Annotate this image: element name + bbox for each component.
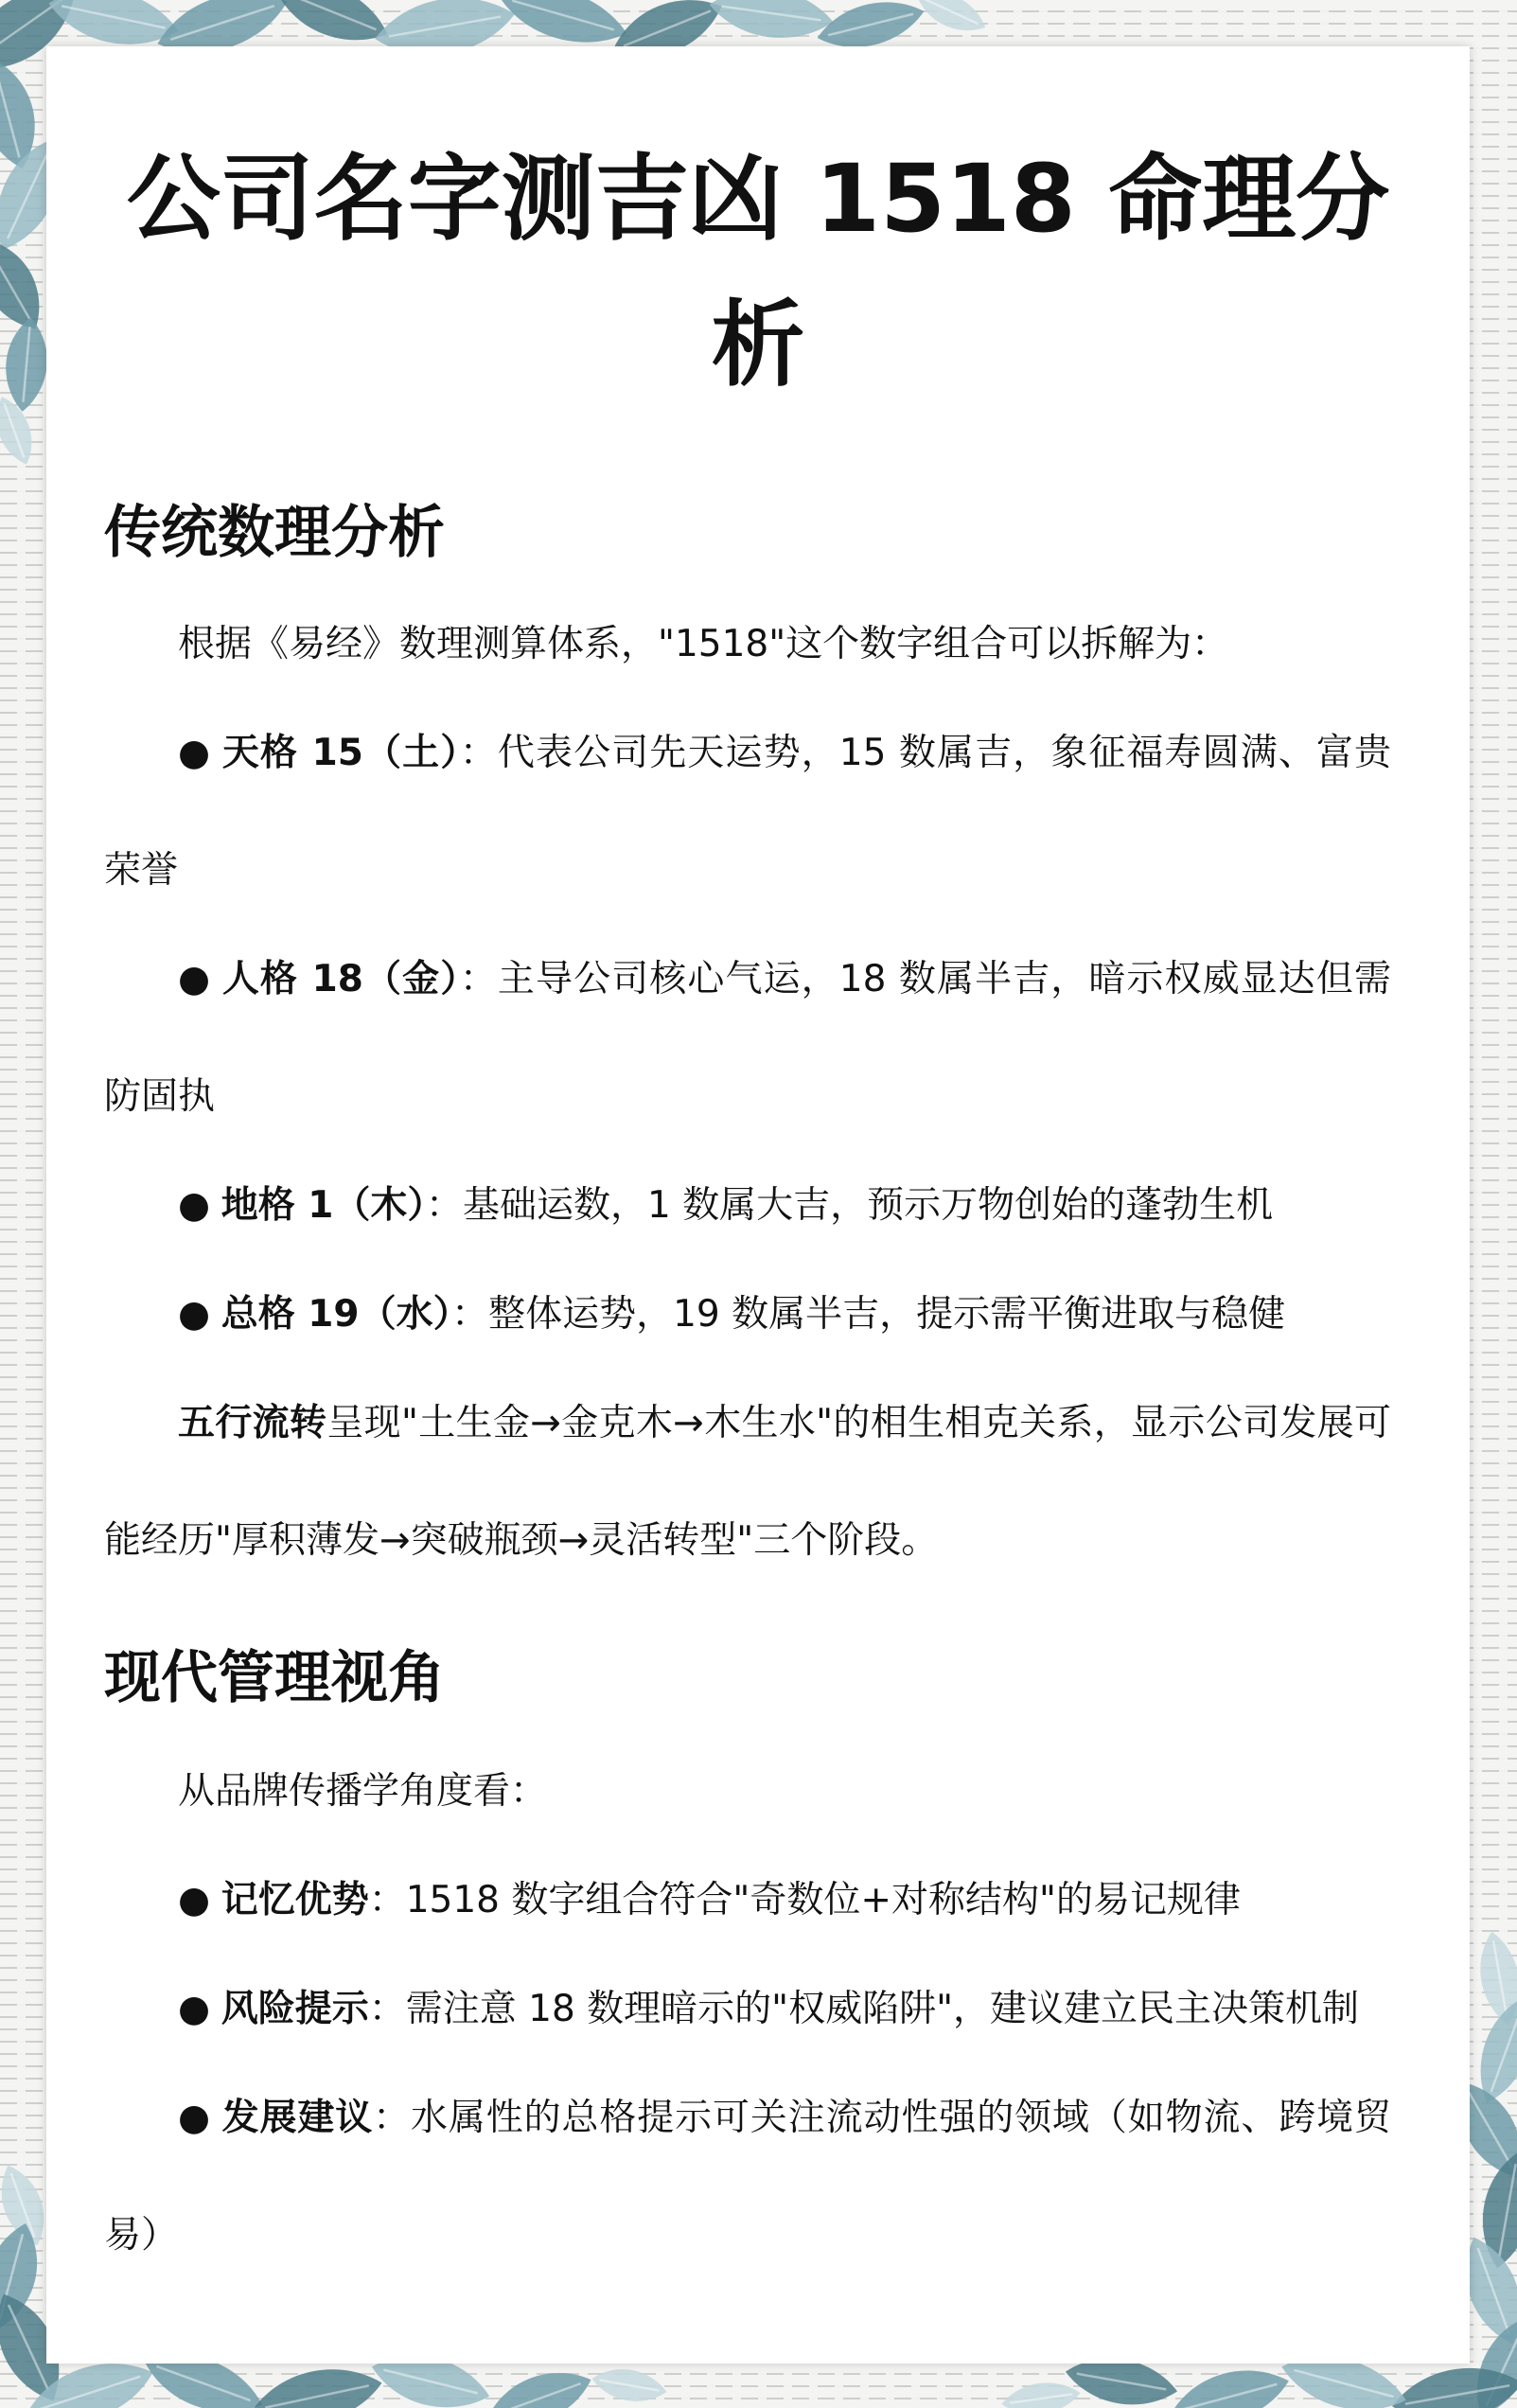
list-item (104, 1256, 1391, 1373)
item-term: 发展建议 (221, 2097, 374, 2139)
article-card (46, 46, 1470, 2364)
section-heading: 现代管理视角 (104, 1645, 445, 1711)
item-term: 风险提示 (220, 1988, 369, 2030)
bullet-icon: ● (178, 1988, 211, 2030)
list-item (104, 921, 1391, 1156)
list-item (104, 1842, 1391, 1959)
list-item (104, 1951, 1391, 2068)
section-intro: 从品牌传播学角度看： (178, 1770, 548, 1813)
item-text: ：整体运势，19 数属半吉，提示需平衡进取与稳健 (451, 1293, 1286, 1336)
section-traditional-numerology (104, 418, 1391, 1600)
list-item (104, 2060, 1391, 2294)
item-text: ：代表公司先天运势，15 数属吉，象征福寿圆满、富贵荣誉 (104, 732, 1391, 892)
item-text: ：1518 数字组合符合"奇数位+对称结构"的易记规律 (368, 1879, 1241, 1921)
leaf-decoration (480, 2359, 598, 2408)
item-term: 五行流转 (178, 1402, 327, 1444)
leaf-shape (1166, 2358, 1296, 2408)
leaf-decoration (2, 315, 51, 413)
item-term: 记忆优势 (220, 1879, 369, 1921)
leaf-decoration (706, 0, 837, 45)
item-text: ：需注意 18 数理暗示的"权威陷阱"，建议建立民主决策机制 (368, 1988, 1360, 2030)
item-text: ：水属性的总格提示可关注流动性强的领域（如物流、跨境贸易） (104, 2097, 1391, 2257)
section-modern-management (104, 1600, 1391, 2294)
leaf-shape (910, 0, 992, 42)
item-text: ：基础运数，1 数属大吉，预示万物创始的蓬勃生机 (425, 1184, 1274, 1227)
section-intro: 根据《易经》数理测算体系，"1518"这个数字组合可以拆解为： (178, 623, 1229, 665)
bullet-icon: ● (178, 1293, 211, 1336)
leaf-decoration (999, 2378, 1083, 2408)
bullet-icon: ● (178, 732, 212, 774)
leaf-shape (247, 2358, 387, 2408)
leaf-decoration (590, 2364, 669, 2407)
leaf-decoration (910, 0, 992, 42)
item-term: 地格 1（木） (220, 1184, 426, 1227)
item-term: 人格 18（金） (221, 958, 460, 1000)
item-text: ：主导公司核心气运，18 数属半吉，暗示权威显达但需防固执 (104, 958, 1391, 1118)
leaf-shape (480, 2359, 598, 2408)
list-item (104, 695, 1391, 930)
bullet-icon: ● (178, 958, 212, 1000)
leaf-decoration (1166, 2358, 1296, 2408)
item-term: 总格 19（水） (220, 1293, 452, 1336)
five-elements-paragraph (104, 1365, 1391, 1600)
item-text: 呈现"土生金→金克木→木生水"的相生相克关系，显示公司发展可能经历"厚积薄发→突破瓶颈→灵活转型"三个阶段。 (104, 1402, 1391, 1562)
bullet-icon: ● (178, 1879, 211, 1921)
item-term: 天格 15（土） (221, 732, 460, 774)
section-heading: 传统数理分析 (104, 500, 445, 566)
list-item (104, 1147, 1391, 1265)
bullet-icon: ● (178, 1184, 211, 1227)
leaf-decoration (247, 2358, 387, 2408)
page-title: 公司名字测吉凶 1518 命理分析 (126, 145, 1390, 399)
bullet-icon: ● (178, 2097, 211, 2139)
